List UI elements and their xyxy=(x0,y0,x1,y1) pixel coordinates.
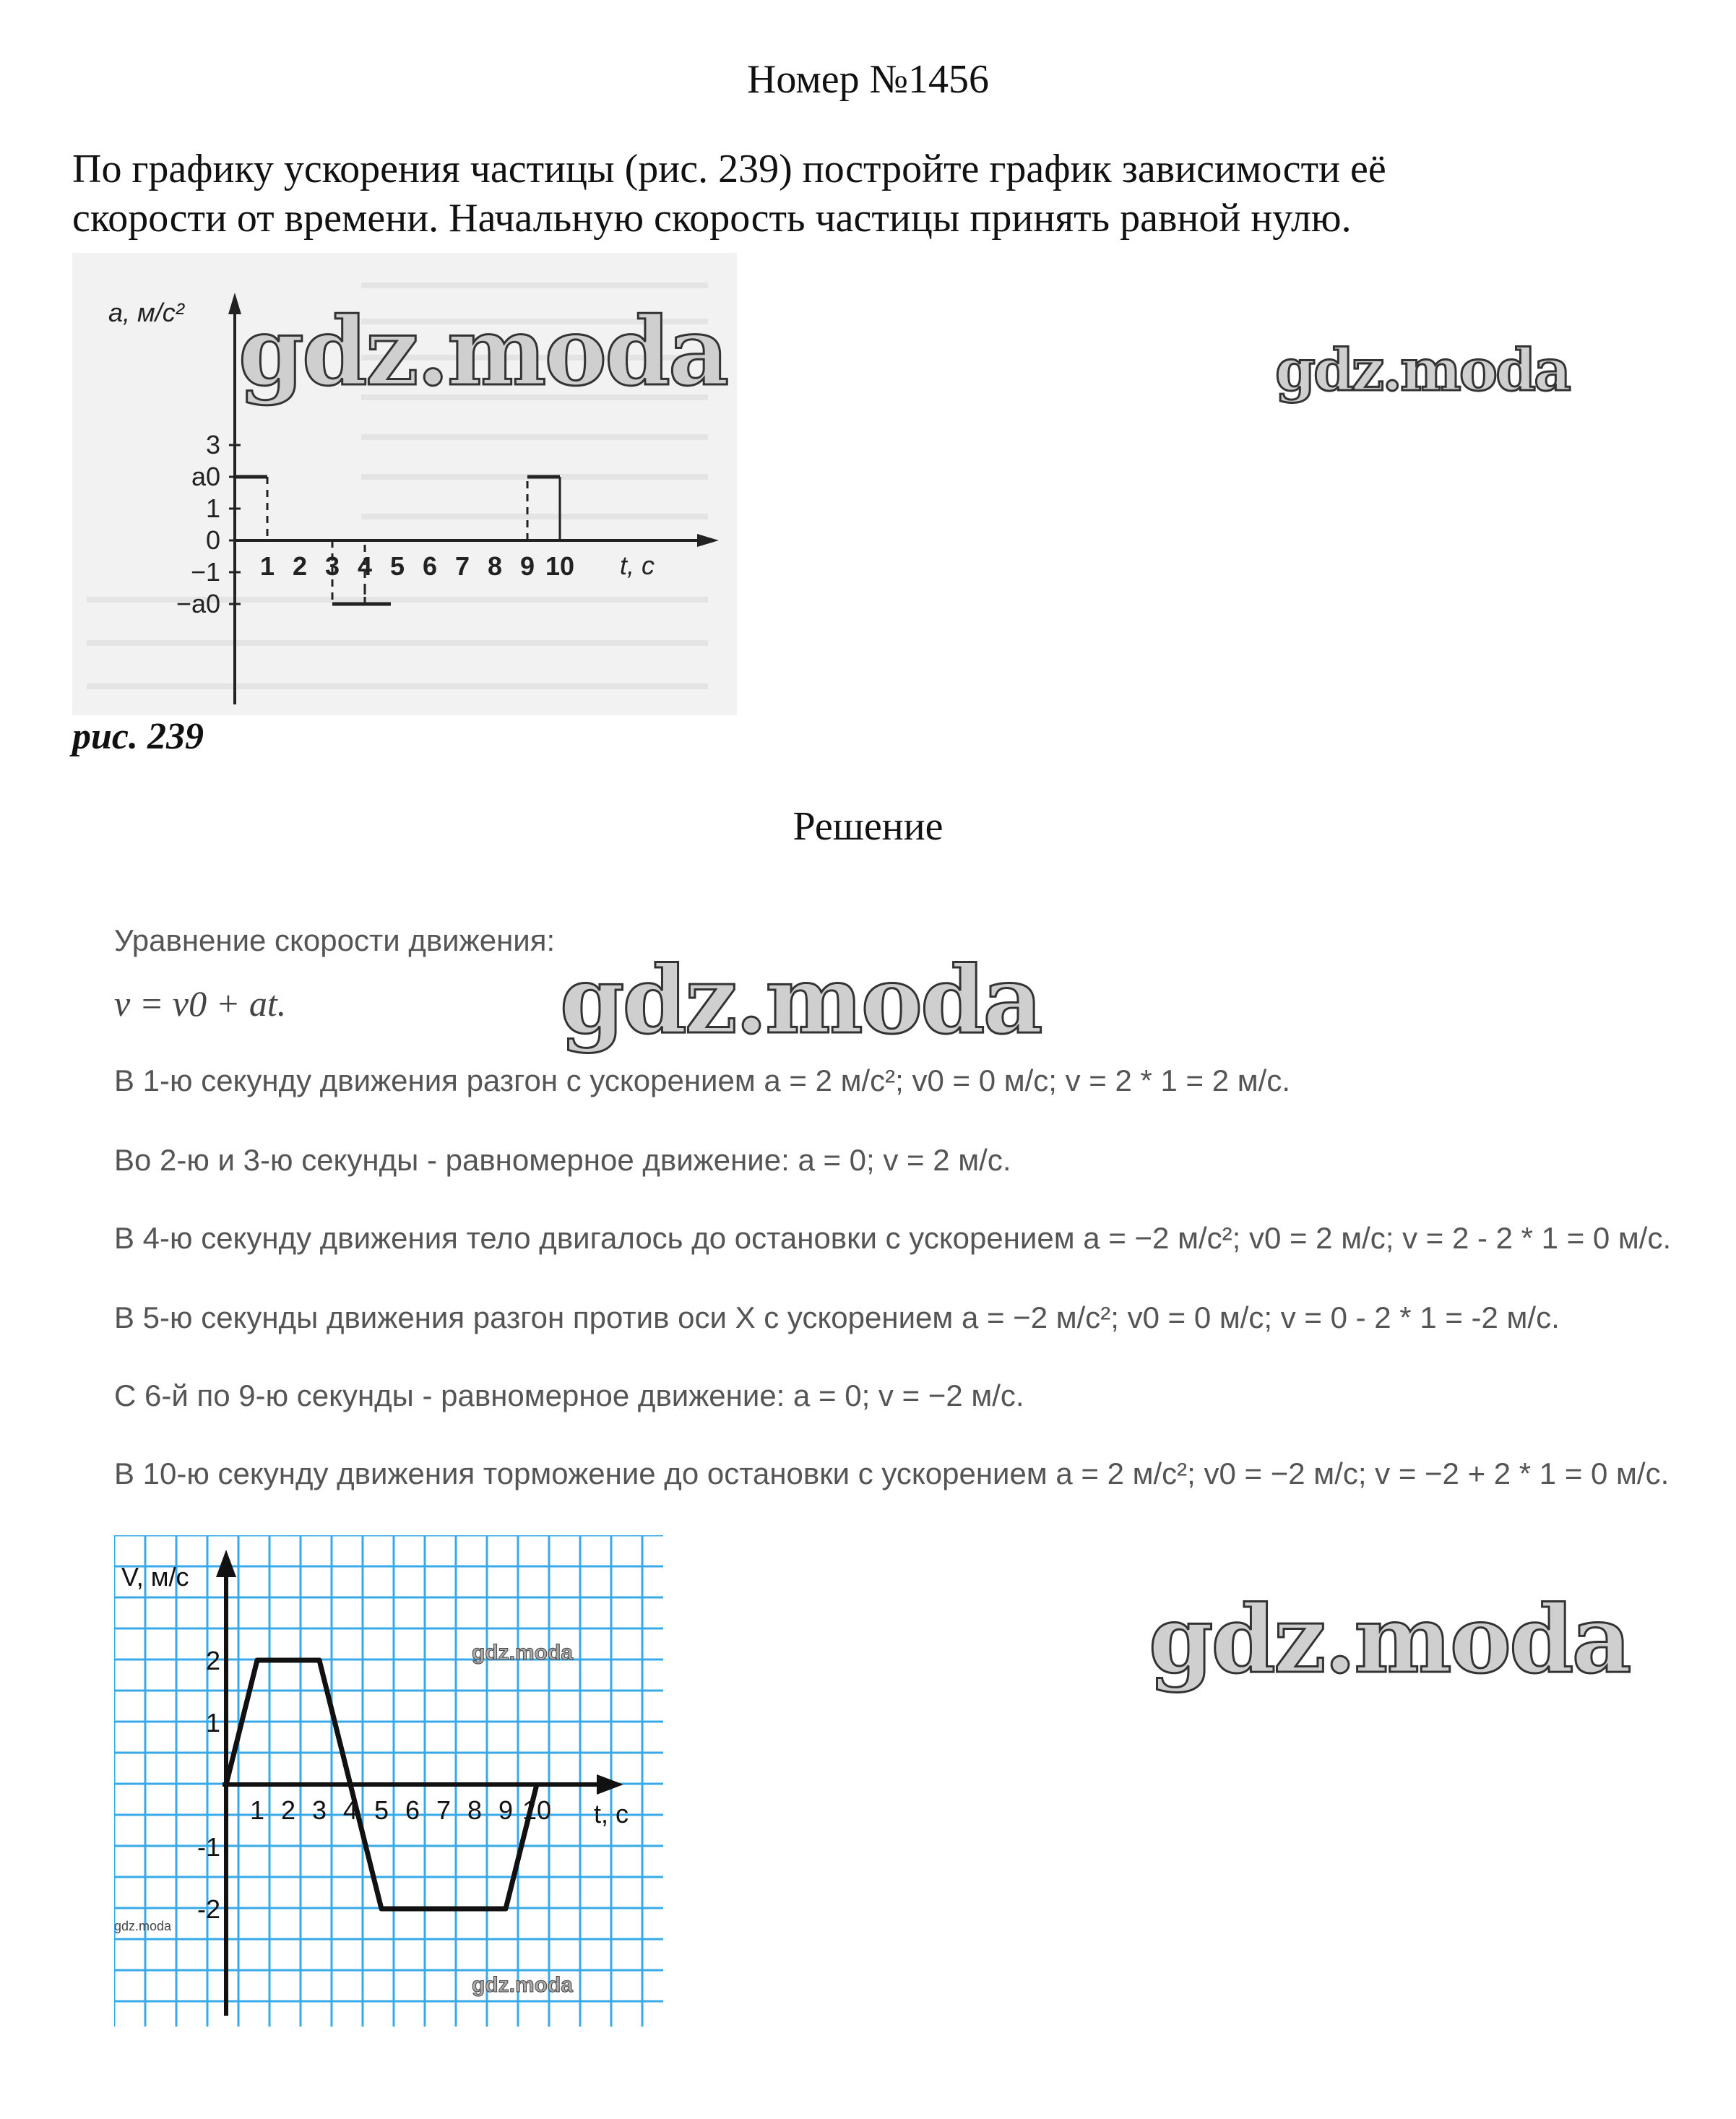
x-tick-label: 1 xyxy=(259,551,275,581)
x-tick-label: 9 xyxy=(519,551,535,581)
x-axis-label: t, с xyxy=(620,551,655,580)
x-tick-label: 9 xyxy=(498,1795,514,1825)
y-tick-label: -1 xyxy=(197,1832,220,1862)
y-tick-label: 1 xyxy=(205,493,220,523)
y-axis-label: a, м/с² xyxy=(108,298,184,327)
watermark: gdz.moda xyxy=(114,1919,172,1933)
x-tick-label: 4 xyxy=(357,551,373,581)
grid xyxy=(114,1535,663,2027)
watermark: gdz.moda xyxy=(560,946,1041,1055)
x-tick-label: 3 xyxy=(324,551,340,581)
problem-line-1: По графику ускорения частицы (рис. 239) постройте график зависимости её xyxy=(72,147,1386,191)
page-title: Номер №1456 xyxy=(746,57,990,102)
x-tick-label: 10 xyxy=(522,1795,552,1825)
y-axis-arrow-icon xyxy=(216,1550,236,1577)
x-tick-label: 5 xyxy=(373,1795,389,1825)
watermark: gdz.moda xyxy=(472,1641,573,1665)
velocity-chart xyxy=(114,1535,663,2027)
y-tick-label: -2 xyxy=(197,1894,220,1924)
x-tick-labels xyxy=(260,551,574,581)
x-axis-arrow-icon xyxy=(697,534,719,547)
x-tick-label: 10 xyxy=(545,551,575,581)
solution-intro: Уравнение скорости движения: xyxy=(114,923,556,957)
solution-step: В 10-ю секунду движения торможение до остановки с ускорением a = 2 м/с²; v0 = −2 м/с; v = −2 + 2 * 1 = 0 м/с. xyxy=(114,1456,1670,1490)
watermark: gdz.moda xyxy=(1149,1586,1630,1694)
watermark: gdz.moda xyxy=(1275,336,1569,404)
x-tick-label: 4 xyxy=(342,1795,358,1825)
solution-step: В 5-ю секунды движения разгон против оси X с ускорением a = −2 м/с²; v0 = 0 м/с; v = 0 - 2 * 1 = -2 м/с. xyxy=(114,1300,1560,1334)
figure-caption: рис. 239 xyxy=(72,716,204,757)
y-tick-label: 0 xyxy=(205,525,220,555)
solution-step: С 6-й по 9-ю секунды - равномерное движение: a = 0; v = −2 м/с. xyxy=(114,1378,1024,1412)
x-tick-label: 2 xyxy=(292,551,308,581)
solution-title: Решение xyxy=(793,804,943,849)
y-tick-label: 2 xyxy=(205,1646,220,1675)
x-tick-label: 5 xyxy=(389,551,405,581)
velocity-formula: v = v0 + at. xyxy=(114,983,287,1024)
y-tick-label: a0 xyxy=(191,462,220,491)
watermark: gdz.moda xyxy=(238,296,727,407)
solution-step: В 1-ю секунду движения разгон с ускорением a = 2 м/с²; v0 = 0 м/с; v = 2 * 1 = 2 м/с. xyxy=(114,1063,1290,1097)
x-tick-label: 6 xyxy=(422,551,438,581)
x-tick-label: 3 xyxy=(311,1795,327,1825)
x-tick-label: 8 xyxy=(467,1795,483,1825)
x-axis-label: t, с xyxy=(594,1799,629,1829)
x-tick-labels xyxy=(250,1795,551,1825)
y-axis-label: V, м/с xyxy=(121,1562,189,1592)
solution-step: Во 2-ю и 3-ю секунды - равномерное движение: a = 0; v = 2 м/с. xyxy=(114,1143,1011,1177)
x-tick-label: 8 xyxy=(487,551,503,581)
x-tick-label: 7 xyxy=(454,551,470,581)
y-tick-labels xyxy=(176,430,241,618)
x-tick-label: 1 xyxy=(249,1795,265,1825)
y-tick-label: 3 xyxy=(205,430,220,459)
y-tick-label: 1 xyxy=(205,1708,220,1738)
velocity-graph xyxy=(114,1535,663,2027)
y-tick-label: −a0 xyxy=(176,589,220,618)
x-tick-label: 6 xyxy=(405,1795,420,1825)
solution-step: В 4-ю секунду движения тело двигалось до остановки с ускорением a = −2 м/с²; v0 = 2 м/с; v = 2 - 2 * 1 = 0 м/с. xyxy=(114,1221,1672,1255)
x-tick-label: 2 xyxy=(280,1795,296,1825)
x-tick-label: 7 xyxy=(436,1795,452,1825)
y-tick-label: −1 xyxy=(190,557,220,587)
watermark: gdz.moda xyxy=(472,1973,573,1997)
problem-line-2: скорости от времени. Начальную скорость частицы принять равной нулю. xyxy=(72,196,1352,241)
problem-statement xyxy=(72,144,1662,243)
